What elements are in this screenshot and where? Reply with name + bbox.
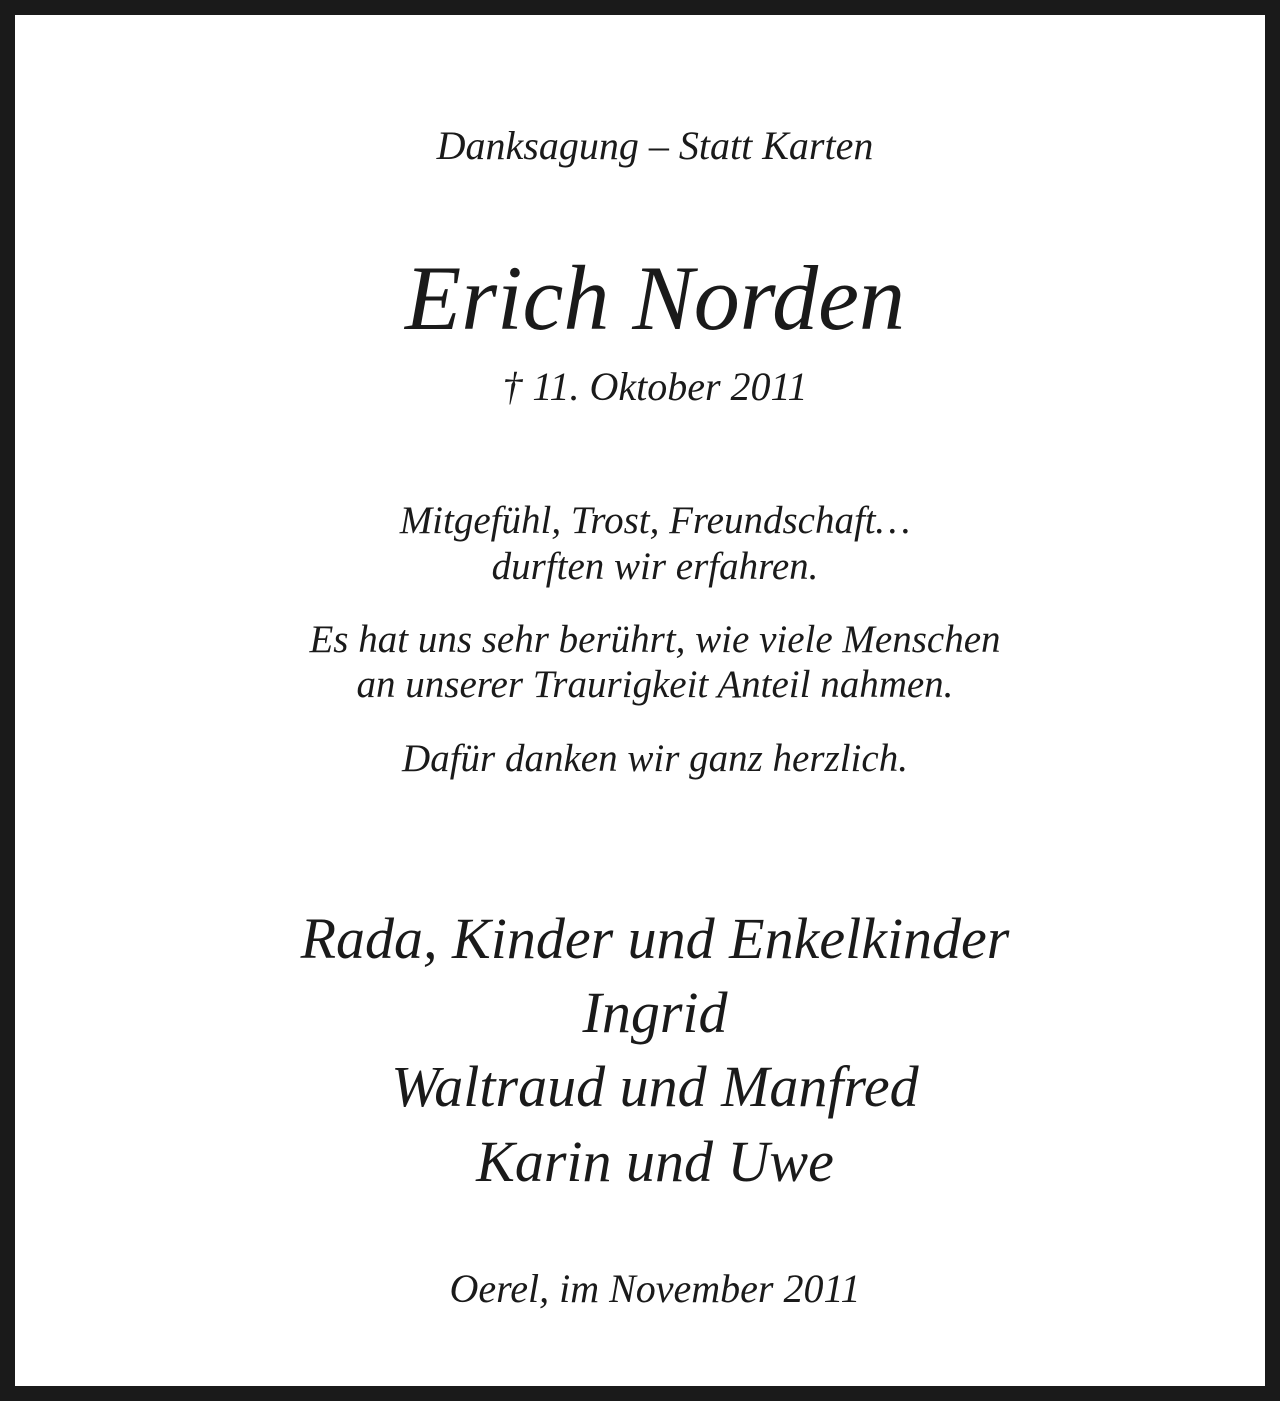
signatory-line: Ingrid	[582, 980, 728, 1045]
signatory-line: Rada, Kinder und Enkelkinder	[300, 906, 1010, 971]
notice-header: Danksagung – Statt Karten	[436, 123, 874, 168]
death-date: † 11. Oktober 2011	[502, 364, 808, 409]
message-line: Dafür danken wir ganz herzlich.	[402, 737, 908, 780]
signatory-line: Karin und Uwe	[476, 1129, 834, 1194]
deceased-name: Erich Norden	[405, 247, 905, 349]
message-line: an unserer Traurigkeit Anteil nahmen.	[356, 663, 954, 706]
place-date: Oerel, im November 2011	[449, 1266, 861, 1311]
signatory-line: Waltraud und Manfred	[391, 1054, 919, 1119]
message-line: Mitgefühl, Trost, Freundschaft…	[399, 499, 911, 542]
message-line: Es hat uns sehr berührt, wie viele Menschen	[309, 618, 1001, 661]
message-line: durften wir erfahren.	[491, 545, 819, 588]
